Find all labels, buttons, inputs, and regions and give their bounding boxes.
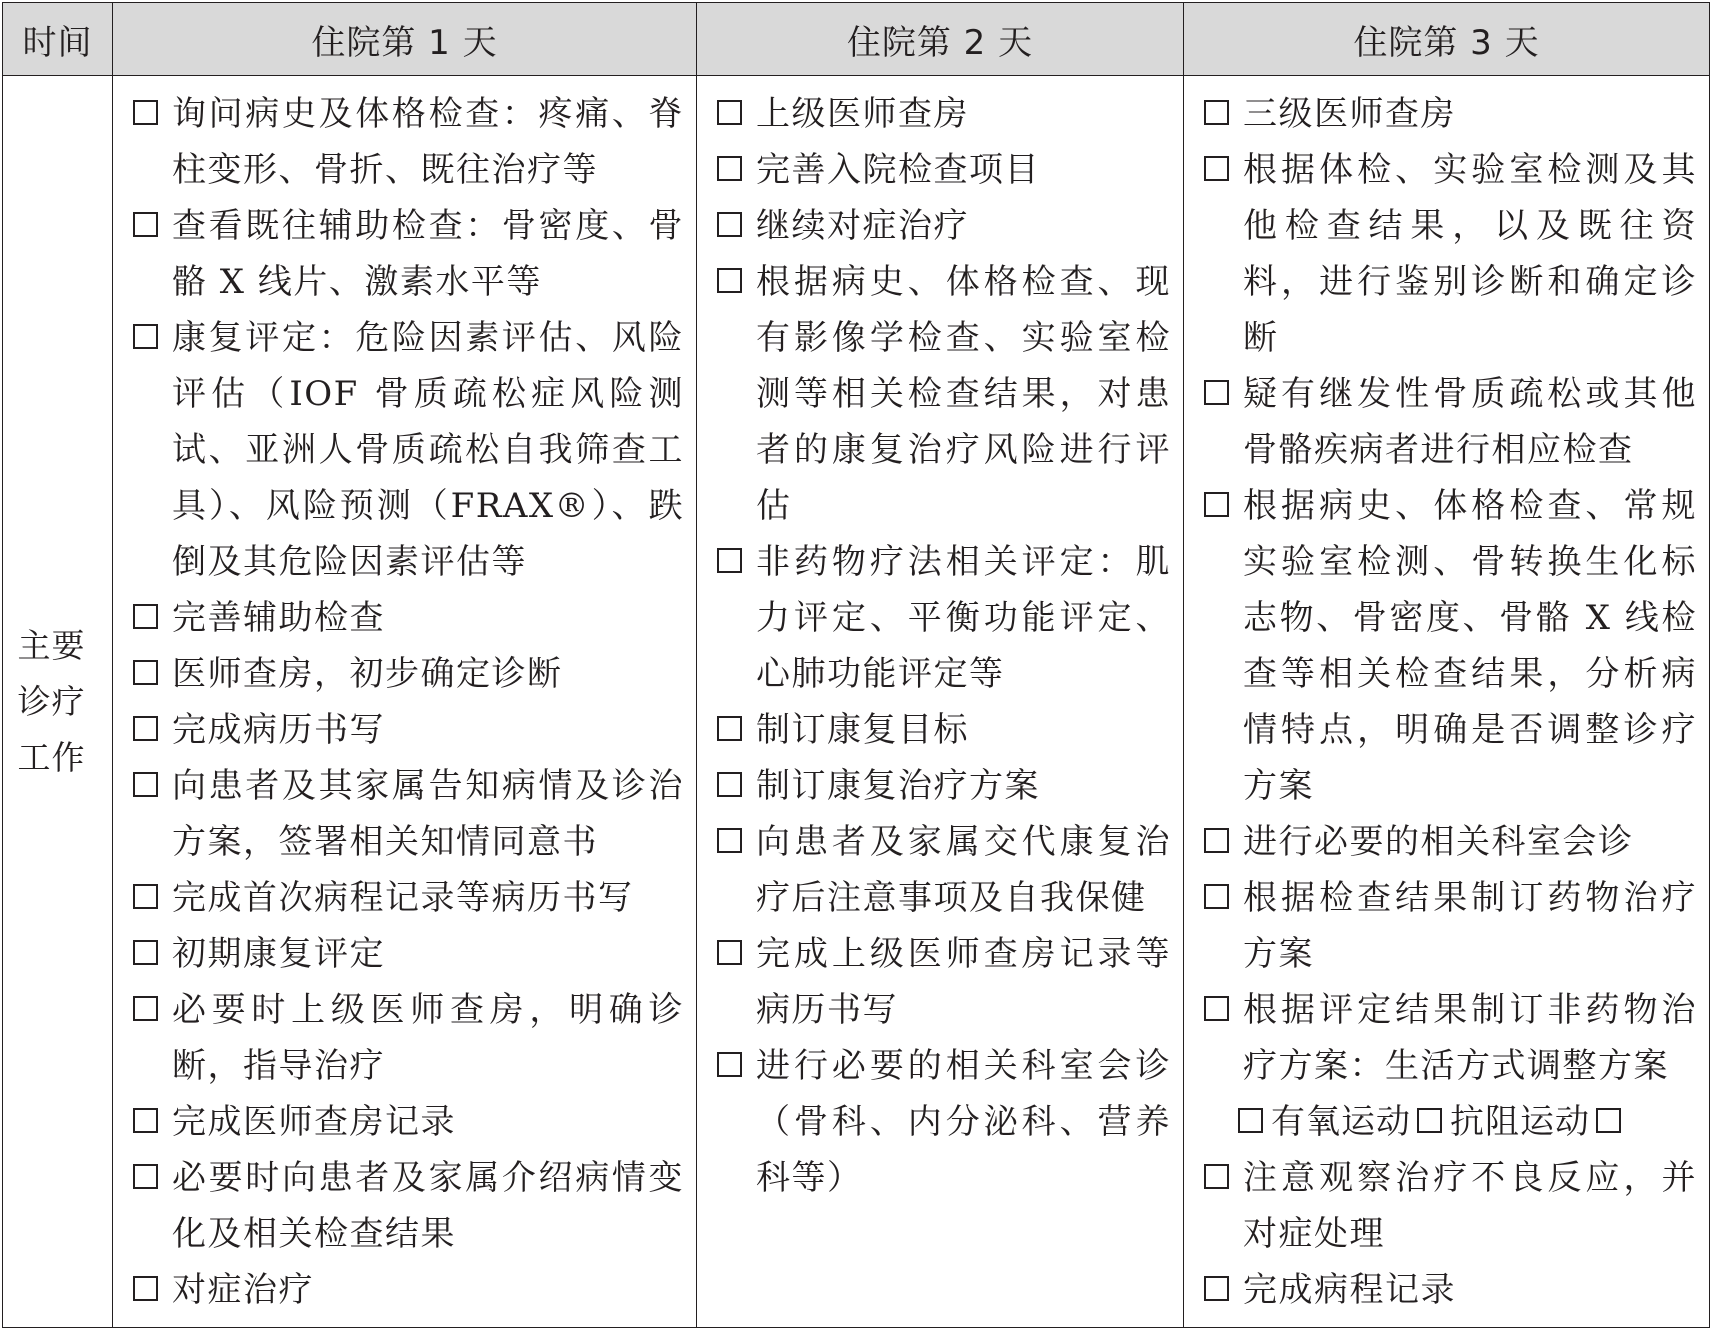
day-3-cell <box>1184 76 1710 1328</box>
checklist-item <box>1184 142 1697 366</box>
checkbox[interactable] <box>717 1052 742 1077</box>
checklist-item <box>113 982 684 1094</box>
checklist-item <box>697 142 1171 198</box>
exercise-option-label: 抗阻运动 <box>1450 1102 1590 1142</box>
checklist-item-text: 非药物疗法相关评定：肌力评定、平衡功能评定、心肺功能评定等 <box>756 542 1171 694</box>
exercise-option-label: 有氧运动 <box>1271 1102 1411 1142</box>
checkbox[interactable] <box>133 100 158 125</box>
checkbox[interactable] <box>133 324 158 349</box>
row-label: 主要诊疗工作 <box>17 625 86 777</box>
checklist-item-text: 根据病史、体格检查、常规实验室检测、骨转换生化标志物、骨密度、骨骼 X 线检查等相关检查结果，分析病情特点，明确是否调整诊疗方案 <box>1243 486 1697 806</box>
checkbox[interactable] <box>717 212 742 237</box>
checkbox[interactable] <box>133 212 158 237</box>
checkbox[interactable] <box>133 772 158 797</box>
exercise-option <box>1411 1094 1590 1150</box>
checklist-item-text: 完善辅助检查 <box>172 598 385 638</box>
exercise-option-blank <box>1590 1094 1629 1133</box>
checklist-item <box>1184 366 1697 478</box>
clinical-pathway-table <box>2 2 1710 1328</box>
header-day-3: 住院第 3 天 <box>1184 3 1710 76</box>
day-1-cell <box>113 76 697 1328</box>
checkbox[interactable] <box>1596 1108 1621 1133</box>
checklist-item-text: 康复评定：危险因素评估、风险评估（IOF 骨质疏松症风险测试、亚洲人骨质疏松自我筛查工具）、风险预测（FRAX®）、跌倒及其危险因素评估等 <box>172 318 684 582</box>
checkbox[interactable] <box>133 884 158 909</box>
day-1-checklist <box>113 86 684 1318</box>
checkbox[interactable] <box>1204 884 1229 909</box>
checklist-item <box>697 702 1171 758</box>
checkbox[interactable] <box>717 716 742 741</box>
checklist-item-text: 根据病史、体格检查、现有影像学检查、实验室检测等相关检查结果，对患者的康复治疗风险进行评估 <box>756 262 1171 526</box>
checkbox[interactable] <box>717 548 742 573</box>
checklist-item-text: 查看既往辅助检查：骨密度、骨骼 X 线片、激素水平等 <box>172 206 684 302</box>
checklist-item-text: 根据评定结果制订非药物治疗方案：生活方式调整方案 <box>1243 990 1697 1086</box>
checklist-item-text: 向患者及家属交代康复治疗后注意事项及自我保健 <box>756 822 1171 918</box>
checklist-item <box>113 870 684 926</box>
checklist-item-text: 向患者及其家属告知病情及诊治方案，签署相关知情同意书 <box>172 766 684 862</box>
header-day-1: 住院第 1 天 <box>113 3 697 76</box>
checkbox[interactable] <box>1238 1108 1263 1133</box>
checkbox[interactable] <box>1204 828 1229 853</box>
checkbox[interactable] <box>133 996 158 1021</box>
checklist-item-text: 三级医师查房 <box>1243 94 1456 134</box>
checklist-item-text: 完成首次病程记录等病历书写 <box>172 878 634 918</box>
checkbox[interactable] <box>717 268 742 293</box>
checklist-item-text: 继续对症治疗 <box>756 206 969 246</box>
checklist-item <box>697 254 1171 534</box>
day-3-checklist <box>1184 86 1697 1094</box>
header-time: 时间 <box>3 3 113 76</box>
checklist-item-text: 对症治疗 <box>172 1270 314 1310</box>
checklist-item <box>113 590 684 646</box>
checkbox[interactable] <box>717 828 742 853</box>
checklist-item-text: 上级医师查房 <box>756 94 969 134</box>
checklist-item <box>113 1094 684 1150</box>
checkbox[interactable] <box>717 156 742 181</box>
checklist-item <box>697 1038 1171 1206</box>
checklist-item <box>1184 478 1697 814</box>
checklist-item <box>697 814 1171 926</box>
checklist-item <box>113 702 684 758</box>
row-label-cell <box>3 76 113 1328</box>
checklist-item-text: 医师查房，初步确定诊断 <box>172 654 563 694</box>
checklist-item <box>1184 86 1697 142</box>
header-row <box>3 3 1710 76</box>
checklist-item <box>1184 982 1697 1094</box>
checklist-item <box>697 534 1171 702</box>
checkbox[interactable] <box>717 940 742 965</box>
checklist-item-text: 进行必要的相关科室会诊 <box>1243 822 1634 862</box>
checklist-item-text: 疑有继发性骨质疏松或其他骨骼疾病者进行相应检查 <box>1243 374 1697 470</box>
checkbox[interactable] <box>1204 492 1229 517</box>
checklist-item <box>1184 814 1697 870</box>
checklist-item-text: 完成上级医师查房记录等病历书写 <box>756 934 1171 1030</box>
checkbox[interactable] <box>1417 1108 1442 1133</box>
checklist-item <box>113 310 684 590</box>
checkbox[interactable] <box>1204 100 1229 125</box>
checklist-item <box>113 86 684 198</box>
checklist-item-text: 根据检查结果制订药物治疗方案 <box>1243 878 1697 974</box>
checklist-item-text: 完善入院检查项目 <box>756 150 1040 190</box>
checklist-item-text: 完成医师查房记录 <box>172 1102 456 1142</box>
checklist-item <box>113 198 684 310</box>
checklist-item <box>113 646 684 702</box>
checkbox[interactable] <box>717 772 742 797</box>
checklist-item <box>113 1262 684 1318</box>
checklist-item <box>697 758 1171 814</box>
checkbox[interactable] <box>1204 996 1229 1021</box>
exercise-options <box>1184 1094 1697 1150</box>
checkbox[interactable] <box>133 1164 158 1189</box>
checklist-item <box>113 926 684 982</box>
checkbox[interactable] <box>1204 1164 1229 1189</box>
checkbox[interactable] <box>133 716 158 741</box>
checkbox[interactable] <box>133 1276 158 1301</box>
main-work-row <box>3 76 1710 1328</box>
checklist-item-text: 初期康复评定 <box>172 934 385 974</box>
checklist-item-text: 询问病史及体格检查：疼痛、脊柱变形、骨折、既往治疗等 <box>172 94 684 190</box>
day-3-checklist-continued <box>1184 1150 1697 1318</box>
checkbox[interactable] <box>717 100 742 125</box>
checklist-item-text: 必要时向患者及家属介绍病情变化及相关检查结果 <box>172 1158 684 1254</box>
checklist-item-text: 进行必要的相关科室会诊（骨科、内分泌科、营养科等） <box>756 1046 1171 1198</box>
checklist-item-text: 完成病历书写 <box>172 710 385 750</box>
header-day-2: 住院第 2 天 <box>697 3 1184 76</box>
checkbox[interactable] <box>133 1108 158 1133</box>
checklist-item-text: 制订康复治疗方案 <box>756 766 1040 806</box>
day-2-cell <box>697 76 1184 1328</box>
checklist-item <box>697 926 1171 1038</box>
checklist-item <box>1184 1262 1697 1318</box>
checkbox[interactable] <box>1204 1276 1229 1301</box>
checklist-item-text: 根据体检、实验室检测及其他检查结果，以及既往资料，进行鉴别诊断和确定诊断 <box>1243 150 1697 358</box>
checklist-item <box>113 758 684 870</box>
checklist-item <box>1184 1150 1697 1262</box>
checkbox[interactable] <box>1204 380 1229 405</box>
checklist-item-text: 注意观察治疗不良反应，并对症处理 <box>1243 1158 1697 1254</box>
checkbox[interactable] <box>133 660 158 685</box>
checklist-item <box>697 86 1171 142</box>
day-2-checklist <box>697 86 1171 1206</box>
checklist-item-text: 完成病程记录 <box>1243 1270 1456 1310</box>
checklist-item <box>113 1150 684 1262</box>
exercise-option <box>1232 1094 1411 1150</box>
checklist-item <box>697 198 1171 254</box>
checklist-item-text: 必要时上级医师查房，明确诊断，指导治疗 <box>172 990 684 1086</box>
checklist-item-text: 制订康复目标 <box>756 710 969 750</box>
checklist-item <box>1184 870 1697 982</box>
checkbox[interactable] <box>133 604 158 629</box>
checkbox[interactable] <box>1204 156 1229 181</box>
checkbox[interactable] <box>133 940 158 965</box>
